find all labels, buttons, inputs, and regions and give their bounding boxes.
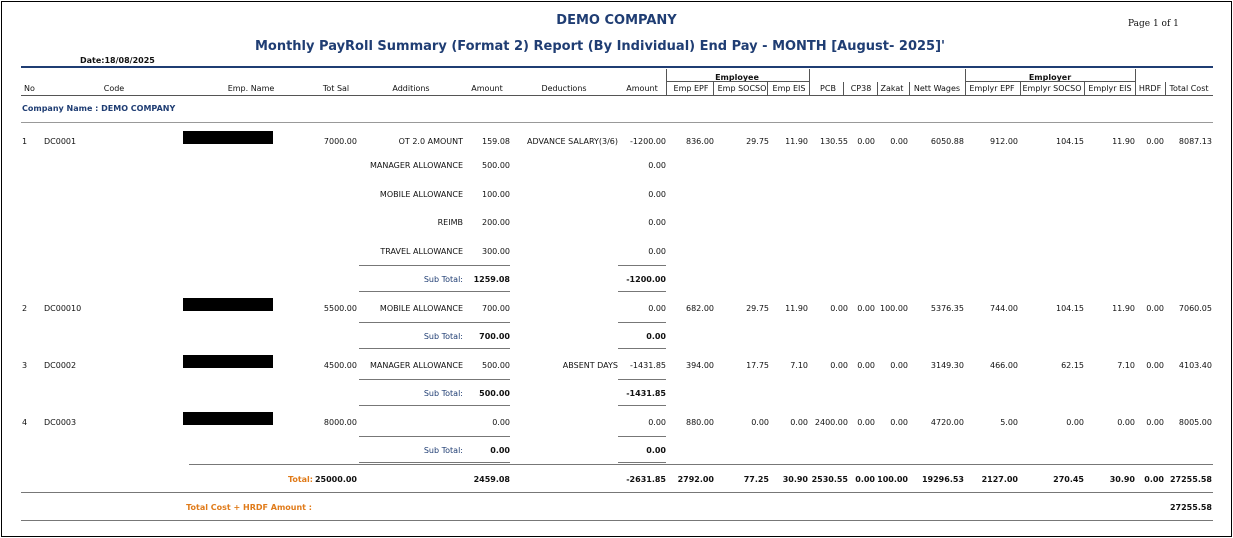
subtotal-label: Sub Total: — [423, 332, 463, 341]
subtotal-label: Sub Total: — [423, 446, 463, 455]
row-rsocso: 62.15 — [1061, 361, 1084, 370]
col-header: Tot Sal — [322, 84, 350, 93]
company-title: DEMO COMPANY — [556, 13, 677, 28]
subtotal-deductions: 0.00 — [646, 332, 666, 341]
row-eis: 0.00 — [790, 418, 808, 427]
row-cp38: 0.00 — [857, 418, 875, 427]
total-socso: 77.25 — [743, 475, 769, 484]
col-header: Amount — [471, 84, 503, 93]
row-nett: 4720.00 — [930, 418, 964, 427]
row-deduction-amount: 0.00 — [648, 247, 666, 256]
row-rsocso: 104.15 — [1056, 304, 1084, 313]
col-header: PCB — [820, 84, 836, 93]
row-totsal: 8000.00 — [323, 418, 357, 427]
row-zakat: 100.00 — [880, 304, 908, 313]
row-addition-amount: 100.00 — [482, 190, 510, 199]
row-code: DC0002 — [44, 361, 77, 370]
row-deduction-amount: 0.00 — [648, 190, 666, 199]
total-zakat: 100.00 — [877, 475, 908, 484]
subtotal-deductions: 0.00 — [646, 446, 666, 455]
row-repf: 912.00 — [990, 137, 1018, 146]
row-addition: MOBILE ALLOWANCE — [379, 304, 463, 313]
row-cp38: 0.00 — [857, 361, 875, 370]
row-deduction-amount: 0.00 — [648, 304, 666, 313]
row-deduction-amount: -1431.85 — [630, 361, 666, 370]
row-cp38: 0.00 — [857, 137, 875, 146]
row-totsal: 5500.00 — [323, 304, 357, 313]
row-addition: TRAVEL ALLOWANCE — [380, 247, 463, 256]
subtotal-deductions: -1431.85 — [626, 389, 666, 398]
total-reis: 30.90 — [1109, 475, 1135, 484]
total-cp38: 0.00 — [855, 475, 875, 484]
col-header: Additions — [392, 84, 430, 93]
col-header: Deductions — [541, 84, 587, 93]
row-addition: MANAGER ALLOWANCE — [369, 161, 463, 170]
row-addition-amount: 200.00 — [482, 218, 510, 227]
total-eis: 30.90 — [782, 475, 808, 484]
redacted-name — [183, 355, 273, 368]
subtotal-additions: 1259.08 — [473, 275, 510, 284]
total-repf: 2127.00 — [981, 475, 1018, 484]
row-addition: REIMB — [437, 218, 463, 227]
row-epf: 836.00 — [686, 137, 714, 146]
row-deduction-amount: 0.00 — [648, 418, 666, 427]
col-header: Emplyr EIS — [1088, 84, 1132, 93]
header-rule — [21, 66, 1213, 68]
row-socso: 17.75 — [746, 361, 769, 370]
row-code: DC00010 — [44, 304, 82, 313]
col-header: Emp EPF — [673, 84, 709, 93]
row-epf: 682.00 — [686, 304, 714, 313]
row-no: 1 — [22, 137, 28, 146]
row-rsocso: 104.15 — [1056, 137, 1084, 146]
report-title: Monthly PayRoll Summary (Format 2) Report (By Individual) End Pay - MONTH [August- 2025]' — [254, 39, 946, 54]
row-no: 2 — [22, 304, 28, 313]
row-reis: 0.00 — [1117, 418, 1135, 427]
row-socso: 29.75 — [746, 304, 769, 313]
col-header: Emp. Name — [227, 84, 275, 93]
row-addition-amount: 159.08 — [482, 137, 510, 146]
row-pcb: 2400.00 — [814, 418, 848, 427]
row-hrdf: 0.00 — [1146, 418, 1164, 427]
row-addition-amount: 500.00 — [482, 161, 510, 170]
row-socso: 29.75 — [746, 137, 769, 146]
subtotal-label: Sub Total: — [423, 275, 463, 284]
row-pcb: 130.55 — [820, 137, 848, 146]
row-total: 4103.40 — [1178, 361, 1212, 370]
row-eis: 11.90 — [785, 304, 808, 313]
grand-label: Total Cost + HRDF Amount : — [186, 503, 312, 512]
subtotal-deductions: -1200.00 — [626, 275, 666, 284]
redacted-name — [183, 412, 273, 425]
total-additions: 2459.08 — [473, 475, 510, 484]
subtotal-additions: 700.00 — [479, 332, 510, 341]
row-repf: 5.00 — [1000, 418, 1018, 427]
row-no: 4 — [22, 418, 28, 427]
row-addition-amount: 0.00 — [492, 418, 510, 427]
group-employer: Employer — [1028, 73, 1072, 82]
redacted-name — [183, 131, 273, 144]
col-header: Total Cost — [1169, 84, 1209, 93]
col-header: Emp SOCSO — [717, 84, 767, 93]
col-header: Emp EIS — [772, 84, 806, 93]
report-date: Date:18/08/2025 — [80, 56, 155, 65]
col-header: Zakat — [880, 84, 904, 93]
row-deduction: ADVANCE SALARY(3/6) — [527, 137, 618, 146]
subtotal-label: Sub Total: — [423, 389, 463, 398]
row-no: 3 — [22, 361, 28, 370]
row-hrdf: 0.00 — [1146, 361, 1164, 370]
total-pcb: 2530.55 — [811, 475, 848, 484]
row-nett: 6050.88 — [930, 137, 964, 146]
subtotal-additions: 0.00 — [490, 446, 510, 455]
grand-value: 27255.58 — [1169, 503, 1212, 512]
col-header: HRDF — [1138, 84, 1162, 93]
row-code: DC0003 — [44, 418, 77, 427]
row-addition: MANAGER ALLOWANCE — [369, 361, 463, 370]
total-deductions: -2631.85 — [626, 475, 666, 484]
row-pcb: 0.00 — [830, 361, 848, 370]
redacted-name — [183, 298, 273, 311]
row-deduction: ABSENT DAYS — [562, 361, 618, 370]
row-nett: 3149.30 — [930, 361, 964, 370]
row-zakat: 0.00 — [890, 418, 908, 427]
row-socso: 0.00 — [751, 418, 769, 427]
row-total: 7060.05 — [1178, 304, 1212, 313]
row-nett: 5376.35 — [930, 304, 964, 313]
subtotal-additions: 500.00 — [479, 389, 510, 398]
col-header: Amount — [626, 84, 658, 93]
total-nett: 19296.53 — [921, 475, 964, 484]
company-name: Company Name : DEMO COMPANY — [22, 104, 176, 113]
row-deduction-amount: 0.00 — [648, 218, 666, 227]
col-header: Emplyr SOCSO — [1022, 84, 1082, 93]
total-total: 27255.58 — [1169, 475, 1212, 484]
row-hrdf: 0.00 — [1146, 304, 1164, 313]
page-number: Page 1 of 1 — [1128, 19, 1179, 29]
row-reis: 11.90 — [1112, 304, 1135, 313]
row-total: 8087.13 — [1178, 137, 1212, 146]
col-header: CP38 — [850, 84, 872, 93]
row-eis: 11.90 — [785, 137, 808, 146]
row-rsocso: 0.00 — [1066, 418, 1084, 427]
total-hrdf: 0.00 — [1144, 475, 1164, 484]
row-totsal: 4500.00 — [323, 361, 357, 370]
row-addition: MOBILE ALLOWANCE — [379, 190, 463, 199]
col-header: Nett Wages — [913, 84, 961, 93]
row-reis: 11.90 — [1112, 137, 1135, 146]
total-rsocso: 270.45 — [1053, 475, 1084, 484]
row-deduction-amount: -1200.00 — [630, 137, 666, 146]
row-total: 8005.00 — [1178, 418, 1212, 427]
total-label: Total: — [287, 475, 313, 484]
row-eis: 7.10 — [790, 361, 808, 370]
row-repf: 466.00 — [990, 361, 1018, 370]
group-employee: Employee — [715, 73, 759, 82]
col-header: Emplyr EPF — [969, 84, 1015, 93]
row-zakat: 0.00 — [890, 137, 908, 146]
row-repf: 744.00 — [990, 304, 1018, 313]
row-pcb: 0.00 — [830, 304, 848, 313]
row-code: DC0001 — [44, 137, 77, 146]
row-cp38: 0.00 — [857, 304, 875, 313]
row-zakat: 0.00 — [890, 361, 908, 370]
row-addition-amount: 500.00 — [482, 361, 510, 370]
row-hrdf: 0.00 — [1146, 137, 1164, 146]
total-totsal: 25000.00 — [314, 475, 357, 484]
row-reis: 7.10 — [1117, 361, 1135, 370]
row-addition-amount: 700.00 — [482, 304, 510, 313]
total-epf: 2792.00 — [677, 475, 714, 484]
row-epf: 880.00 — [686, 418, 714, 427]
row-epf: 394.00 — [686, 361, 714, 370]
col-header: No — [24, 84, 35, 93]
col-header: Code — [103, 84, 125, 93]
row-deduction-amount: 0.00 — [648, 161, 666, 170]
row-addition-amount: 300.00 — [482, 247, 510, 256]
row-addition: OT 2.0 AMOUNT — [398, 137, 463, 146]
row-totsal: 7000.00 — [323, 137, 357, 146]
